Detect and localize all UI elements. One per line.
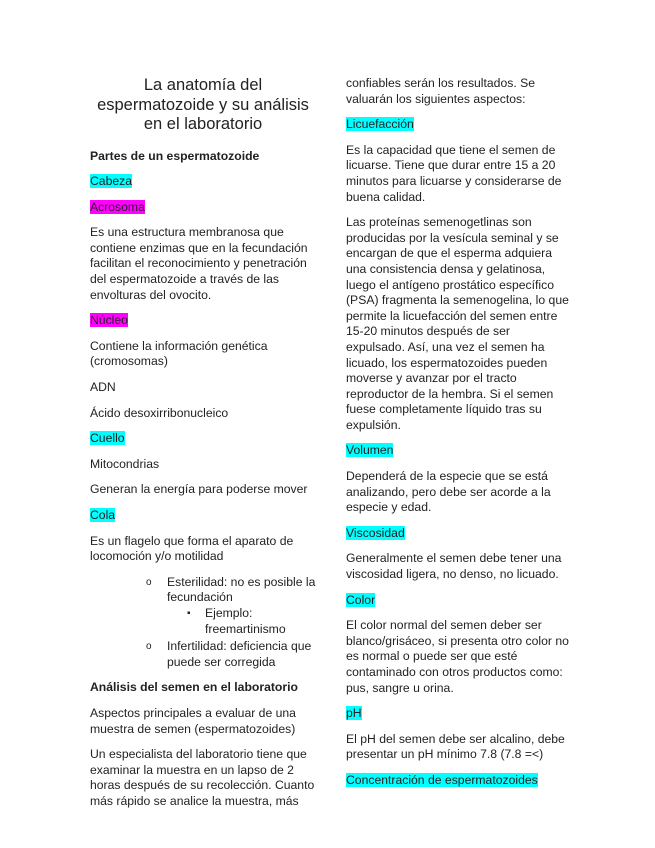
label-acrosoma: Acrosoma	[90, 199, 145, 214]
paragraph-aspectos: Aspectos principales a evaluar de una muestra de semen (espermatozoides)	[90, 705, 296, 736]
paragraph-viscosidad: Generalmente el semen debe tener una viscosidad ligera, no denso, no licuado.	[346, 551, 562, 582]
label-ph: pH	[346, 706, 362, 721]
paragraph-color: El color normal del semen deber ser blanco/grisáceo, si presenta otro color no es normal o puede ser que esté contaminado con otros productos como: pus, sangre u orina.	[346, 618, 569, 695]
paragraph-licuefaccion: Es la capacidad que tiene el semen de licuarse. Tiene que durar entre 15 a 20 minutos para licuarse y considerarse de buena calidad.	[346, 142, 562, 204]
paragraph-proteinas: Las proteínas semenogetlinas son producidas por la vesícula seminal y se encargan de que el esperma adquiera una consistencia densa y gelatinosa, luego el antígeno prostático específico (PSA) fragmenta la semenogelina, lo que permite la licuefacción del semen entre 15-20 minutos después de ser expulsado. Así, una vez el semen ha licuado, los espermatozoides pueden moverse y avanzar por el tracto reproductor de la hembra. Si el semen fuese completamente líquido tras su expulsión.	[346, 215, 569, 432]
text-energia: Generan la energía para poderse mover	[90, 482, 308, 497]
paragraph-nucleo: Contiene la información genética (cromosomas)	[90, 338, 268, 369]
bullet-list	[90, 575, 316, 671]
heading-analisis: Análisis del semen en el laboratorio	[90, 680, 298, 695]
document-title: La anatomía del espermatozoide y su análisis en el laboratorio	[97, 76, 309, 133]
paragraph-volumen: Dependerá de la especie que se está analizando, pero debe ser acorde a la especie y edad.	[346, 469, 551, 515]
label-color: Color	[346, 592, 376, 607]
paragraph-cola: Es un flagelo que forma el aparato de locomoción y/o motilidad	[90, 533, 294, 564]
paragraph-acrosoma: Es una estructura membranosa que contiene enzimas que en la fecundación facilitan el reconocimiento y penetración del espermatozoide a través de las envolturas del ovocito.	[90, 225, 308, 302]
left-column	[90, 76, 316, 820]
label-cola: Cola	[90, 508, 116, 522]
list-item-esterilidad: Esterilidad: no es posible la fecundación	[167, 574, 316, 605]
paragraph-continuation: confiables serán los resultados. Se valuarán los siguientes aspectos:	[346, 76, 536, 106]
text-acido: Ácido desoxirribonucleico	[90, 405, 229, 420]
paragraph-ph: El pH del semen debe ser alcalino, debe presentar un pH mínimo 7.8 (7.8 =<)	[346, 731, 565, 762]
label-viscosidad: Viscosidad	[346, 525, 405, 540]
text-adn: ADN	[90, 380, 116, 395]
list-item-infertilidad: o Infertilidad: deficiencia que puede ser corregida	[90, 639, 316, 670]
list-item-ejemplo: ▪ Ejemplo: freemartinismo	[167, 606, 316, 637]
label-licuefaccion: Licuefacción	[346, 117, 414, 132]
label-cuello: Cuello	[90, 431, 125, 446]
paragraph-especialista: Un especialista del laboratorio tiene que examinar la muestra en un lapso de 2 horas después de su recolección. Cuanto más rápido se analice la muestra, más	[90, 747, 315, 808]
label-cabeza: Cabeza	[90, 174, 133, 189]
heading-partes: Partes de un espermatozoide	[90, 148, 260, 163]
label-concentracion: Concentración de espermatozoides	[346, 772, 538, 787]
sub-bullet-list	[167, 606, 316, 637]
text-mitocondrias: Mitocondrias	[90, 456, 160, 471]
right-column	[346, 76, 572, 799]
list-item	[90, 575, 316, 637]
label-volumen: Volumen	[346, 443, 394, 458]
label-nucleo: Núcleo	[90, 313, 128, 328]
